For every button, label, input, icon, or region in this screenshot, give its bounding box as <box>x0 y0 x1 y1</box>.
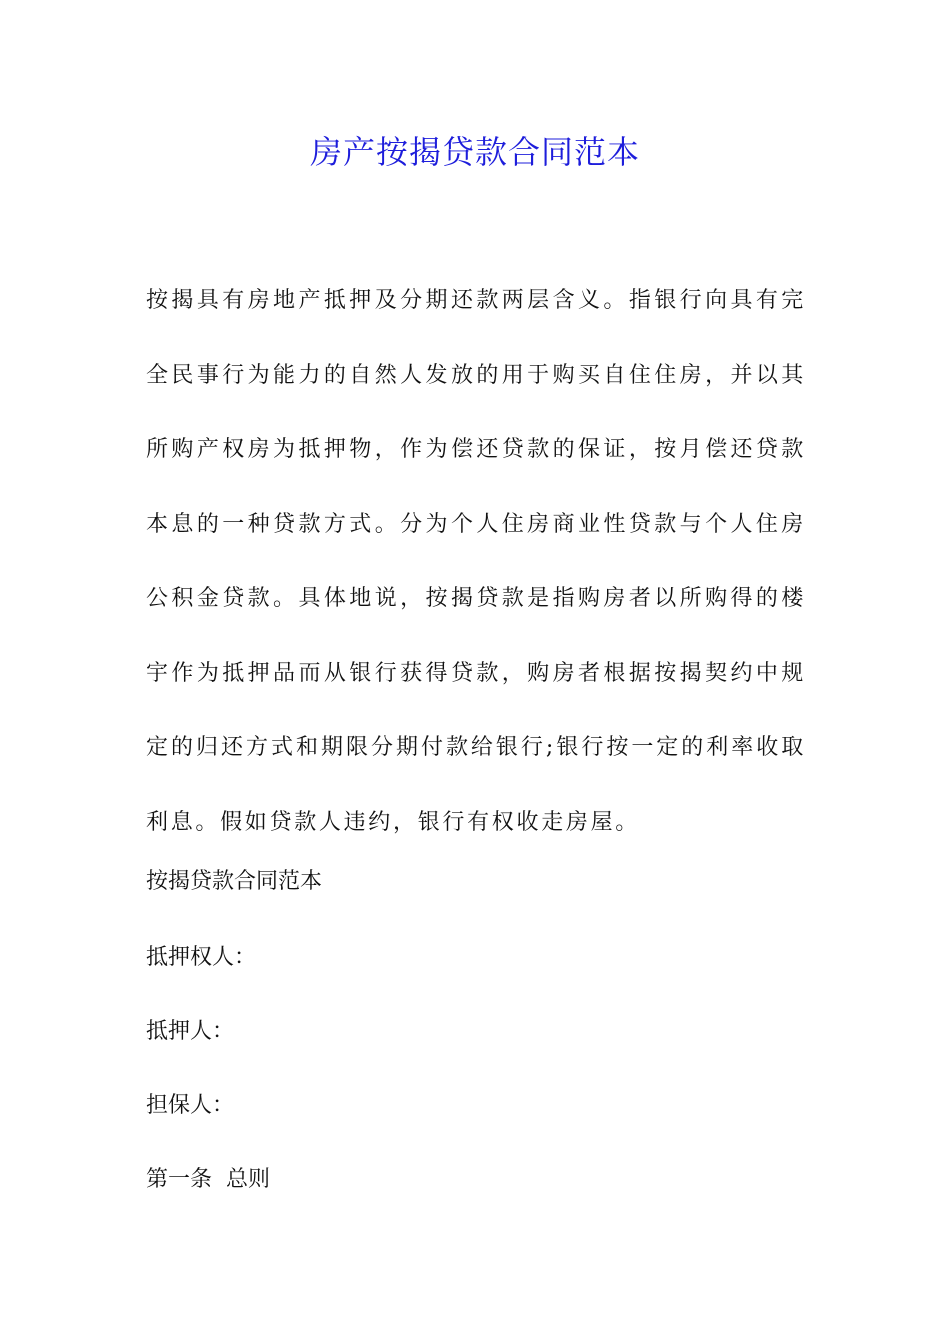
mortgagee-label: 抵押权人： <box>146 945 257 970</box>
mortgagor-label: 抵押人： <box>146 1019 235 1044</box>
intro-paragraph: 按揭具有房地产抵押及分期还款两层含义。指银行向具有完全民事行为能力的自然人发放的用于购买自住住房，并以其所购产权房为抵押物，作为偿还贷款的保证，按月偿还贷款本息的一种贷款方式。分为个人住房商业性贷款与个人住房公积金贷款。具体地说，按揭贷款是指购房者以所购得的楼宇作为抵押品而从银行获得贷款，购房者根据按揭契约中规定的归还方式和期限分期付款给银行;银行按一定的利率收取利息。假如贷款人违约，银行有权收走房屋。 <box>146 288 806 835</box>
guarantor-label: 担保人： <box>146 1093 235 1118</box>
section-heading: 按揭贷款合同范本 <box>146 869 323 894</box>
document-title: 房产按揭贷款合同范本 <box>309 133 640 171</box>
article-1-heading: 第一条 总则 <box>146 1167 270 1192</box>
